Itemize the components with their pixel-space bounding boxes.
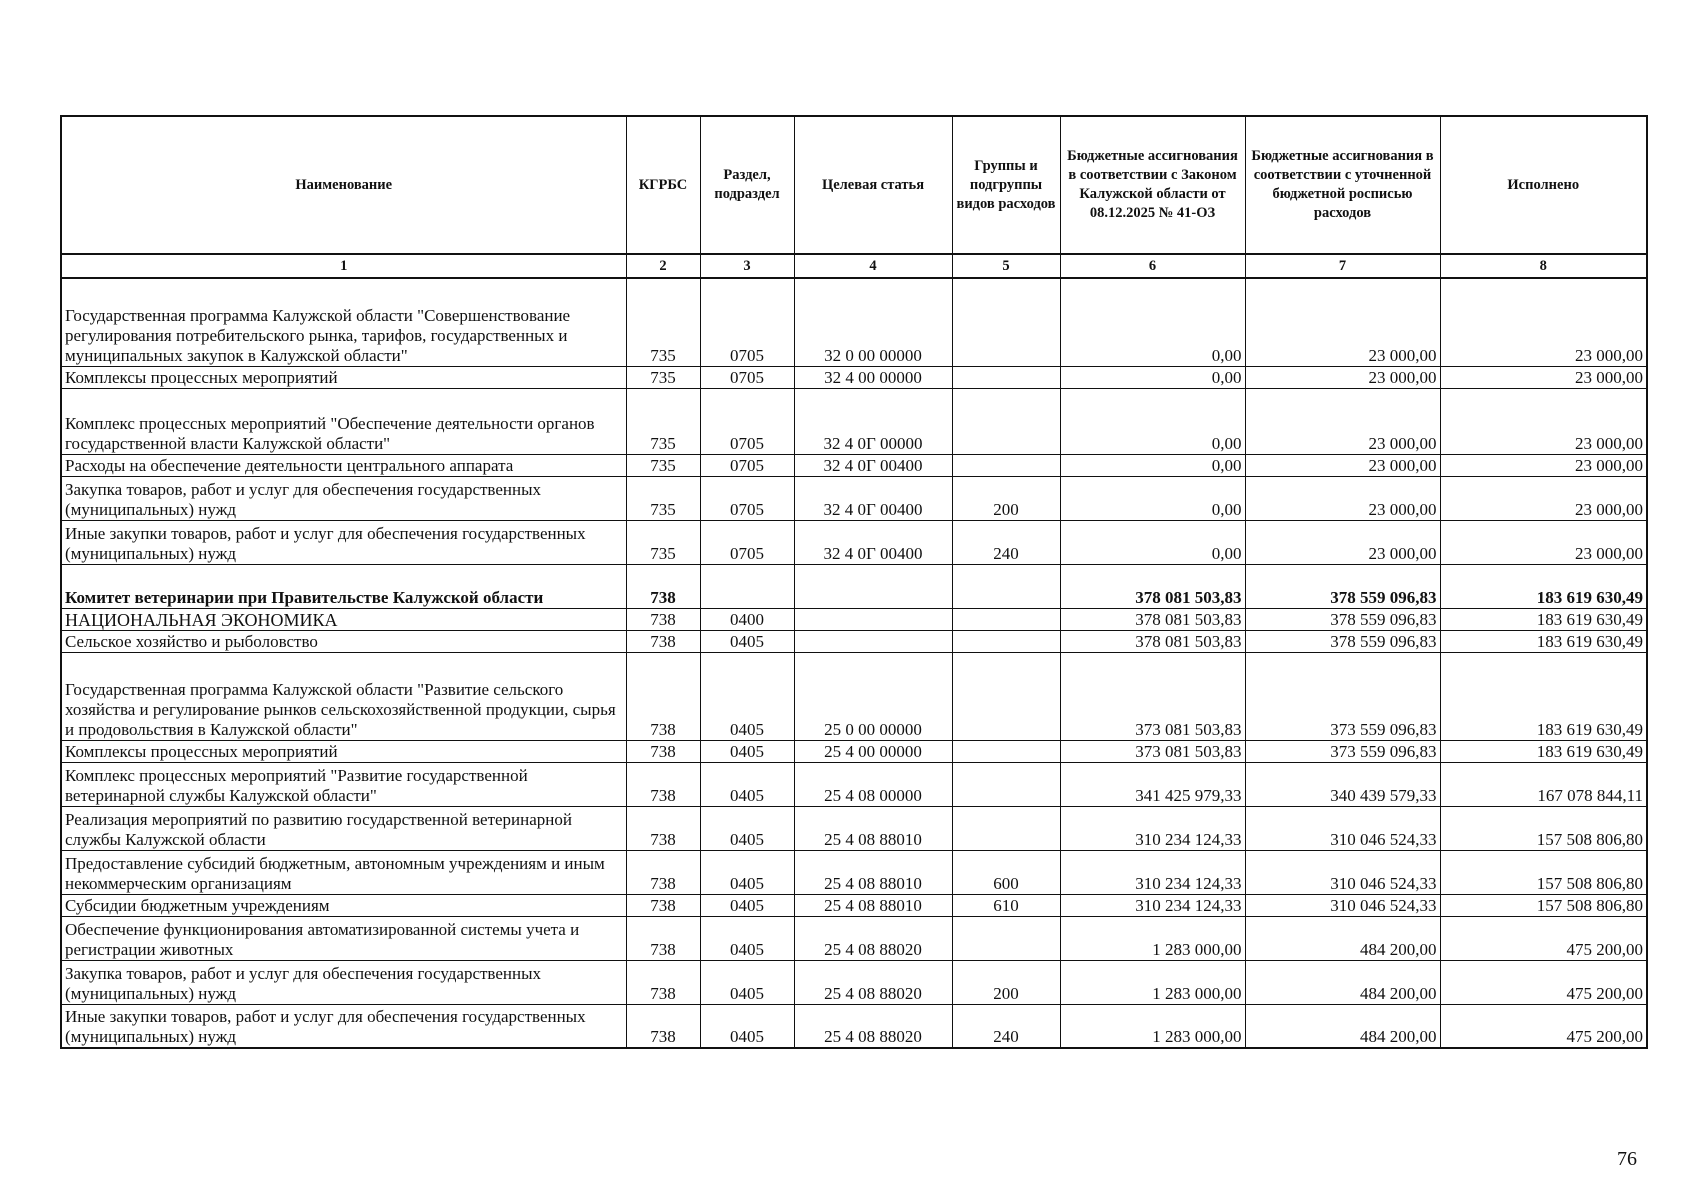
cell-refined-allocation: 310 046 524,33 <box>1245 850 1440 894</box>
table-row <box>61 278 1647 366</box>
cell-refined-allocation: 23 000,00 <box>1245 520 1440 564</box>
cell-refined-allocation: 378 559 096,83 <box>1245 564 1440 608</box>
cell-target: 32 0 00 00000 <box>794 278 952 366</box>
cell-section: 0405 <box>700 630 794 652</box>
cell-section <box>700 564 794 608</box>
cell-target: 32 4 0Г 00400 <box>794 454 952 476</box>
column-number: 8 <box>1440 254 1647 278</box>
cell-law-allocation: 0,00 <box>1060 388 1245 454</box>
cell-target <box>794 608 952 630</box>
cell-section: 0705 <box>700 278 794 366</box>
cell-section: 0405 <box>700 806 794 850</box>
cell-name: Иные закупки товаров, работ и услуг для обеспечения государственных (муниципальных) нужд <box>61 1004 626 1048</box>
column-number: 1 <box>61 254 626 278</box>
cell-name: Комплексы процессных мероприятий <box>61 366 626 388</box>
cell-section: 0705 <box>700 454 794 476</box>
cell-refined-allocation: 23 000,00 <box>1245 454 1440 476</box>
table-row <box>61 894 1647 916</box>
page-number: 76 <box>1617 1148 1637 1170</box>
cell-name: Закупка товаров, работ и услуг для обеспечения государственных (муниципальных) нужд <box>61 960 626 1004</box>
cell-kgrbs: 738 <box>626 806 700 850</box>
cell-kgrbs: 738 <box>626 762 700 806</box>
cell-refined-allocation: 373 559 096,83 <box>1245 740 1440 762</box>
cell-section: 0405 <box>700 850 794 894</box>
cell-law-allocation: 310 234 124,33 <box>1060 894 1245 916</box>
table-row <box>61 806 1647 850</box>
cell-group <box>952 740 1060 762</box>
cell-executed: 183 619 630,49 <box>1440 652 1647 740</box>
table-row <box>61 366 1647 388</box>
table-row <box>61 740 1647 762</box>
header-kgrbs: КГРБС <box>626 116 700 254</box>
table-row <box>61 454 1647 476</box>
table-row <box>61 520 1647 564</box>
cell-target: 25 4 08 00000 <box>794 762 952 806</box>
cell-refined-allocation: 340 439 579,33 <box>1245 762 1440 806</box>
cell-executed: 183 619 630,49 <box>1440 564 1647 608</box>
header-target: Целевая статья <box>794 116 952 254</box>
column-number: 5 <box>952 254 1060 278</box>
cell-kgrbs: 738 <box>626 564 700 608</box>
cell-executed: 183 619 630,49 <box>1440 630 1647 652</box>
cell-law-allocation: 378 081 503,83 <box>1060 564 1245 608</box>
cell-group: 600 <box>952 850 1060 894</box>
cell-section: 0400 <box>700 608 794 630</box>
cell-target: 25 4 08 88020 <box>794 1004 952 1048</box>
cell-name: Комплексы процессных мероприятий <box>61 740 626 762</box>
cell-group <box>952 366 1060 388</box>
cell-refined-allocation: 378 559 096,83 <box>1245 608 1440 630</box>
cell-group <box>952 608 1060 630</box>
cell-law-allocation: 0,00 <box>1060 366 1245 388</box>
cell-refined-allocation: 23 000,00 <box>1245 278 1440 366</box>
cell-target: 25 4 08 88020 <box>794 916 952 960</box>
column-number: 7 <box>1245 254 1440 278</box>
cell-section: 0705 <box>700 520 794 564</box>
cell-group: 200 <box>952 476 1060 520</box>
cell-kgrbs: 738 <box>626 740 700 762</box>
cell-target: 32 4 00 00000 <box>794 366 952 388</box>
table-row <box>61 388 1647 454</box>
cell-kgrbs: 735 <box>626 520 700 564</box>
cell-executed: 23 000,00 <box>1440 366 1647 388</box>
cell-law-allocation: 378 081 503,83 <box>1060 630 1245 652</box>
cell-kgrbs: 735 <box>626 454 700 476</box>
cell-kgrbs: 738 <box>626 916 700 960</box>
table-row <box>61 652 1647 740</box>
cell-target <box>794 564 952 608</box>
cell-executed: 167 078 844,11 <box>1440 762 1647 806</box>
cell-name: Комитет ветеринарии при Правительстве Калужской области <box>61 564 626 608</box>
cell-group: 240 <box>952 1004 1060 1048</box>
cell-target: 25 4 08 88010 <box>794 894 952 916</box>
cell-kgrbs: 738 <box>626 1004 700 1048</box>
table-row <box>61 564 1647 608</box>
cell-group <box>952 388 1060 454</box>
cell-name: Государственная программа Калужской области "Развитие сельского хозяйства и регулирование рынков сельскохозяйственной продукции, сырья и продовольствия в Калужской области" <box>61 652 626 740</box>
cell-kgrbs: 738 <box>626 894 700 916</box>
cell-law-allocation: 310 234 124,33 <box>1060 806 1245 850</box>
cell-refined-allocation: 23 000,00 <box>1245 366 1440 388</box>
cell-target: 25 4 00 00000 <box>794 740 952 762</box>
cell-executed: 183 619 630,49 <box>1440 608 1647 630</box>
cell-target: 32 4 0Г 00000 <box>794 388 952 454</box>
cell-target <box>794 630 952 652</box>
cell-section: 0405 <box>700 740 794 762</box>
cell-name: Сельское хозяйство и рыболовство <box>61 630 626 652</box>
cell-group <box>952 806 1060 850</box>
table-header-row <box>61 116 1647 254</box>
cell-refined-allocation: 484 200,00 <box>1245 960 1440 1004</box>
cell-name: Расходы на обеспечение деятельности центрального аппарата <box>61 454 626 476</box>
cell-group <box>952 564 1060 608</box>
cell-kgrbs: 735 <box>626 388 700 454</box>
cell-law-allocation: 378 081 503,83 <box>1060 608 1245 630</box>
cell-executed: 475 200,00 <box>1440 960 1647 1004</box>
cell-executed: 23 000,00 <box>1440 278 1647 366</box>
column-number: 4 <box>794 254 952 278</box>
cell-group: 240 <box>952 520 1060 564</box>
cell-name: Субсидии бюджетным учреждениям <box>61 894 626 916</box>
cell-law-allocation: 341 425 979,33 <box>1060 762 1245 806</box>
column-number: 6 <box>1060 254 1245 278</box>
cell-section: 0405 <box>700 960 794 1004</box>
cell-target: 32 4 0Г 00400 <box>794 520 952 564</box>
cell-section: 0705 <box>700 476 794 520</box>
cell-refined-allocation: 378 559 096,83 <box>1245 630 1440 652</box>
header-law-allocations: Бюджетные ассигнования в соответствии с Законом Калужской области от 08.12.2025 № 41-ОЗ <box>1060 116 1245 254</box>
table-row <box>61 960 1647 1004</box>
cell-refined-allocation: 373 559 096,83 <box>1245 652 1440 740</box>
table-row <box>61 630 1647 652</box>
cell-section: 0405 <box>700 894 794 916</box>
cell-executed: 157 508 806,80 <box>1440 806 1647 850</box>
cell-executed: 23 000,00 <box>1440 454 1647 476</box>
header-refined-allocations: Бюджетные ассигнования в соответствии с уточненной бюджетной росписью расходов <box>1245 116 1440 254</box>
header-name: Наименование <box>61 116 626 254</box>
table-row <box>61 1004 1647 1048</box>
cell-name: Комплекс процессных мероприятий "Развитие государственной ветеринарной службы Калужской области" <box>61 762 626 806</box>
cell-section: 0705 <box>700 388 794 454</box>
cell-law-allocation: 0,00 <box>1060 520 1245 564</box>
column-number: 3 <box>700 254 794 278</box>
cell-target: 25 4 08 88020 <box>794 960 952 1004</box>
cell-kgrbs: 738 <box>626 960 700 1004</box>
cell-target: 25 4 08 88010 <box>794 850 952 894</box>
cell-group <box>952 762 1060 806</box>
cell-executed: 475 200,00 <box>1440 1004 1647 1048</box>
cell-name: Обеспечение функционирования автоматизированной системы учета и регистрации животных <box>61 916 626 960</box>
cell-law-allocation: 373 081 503,83 <box>1060 652 1245 740</box>
cell-kgrbs: 738 <box>626 608 700 630</box>
cell-target: 25 4 08 88010 <box>794 806 952 850</box>
cell-law-allocation: 373 081 503,83 <box>1060 740 1245 762</box>
cell-section: 0705 <box>700 366 794 388</box>
header-groups: Группы и подгруппы видов расходов <box>952 116 1060 254</box>
cell-kgrbs: 735 <box>626 366 700 388</box>
cell-group <box>952 454 1060 476</box>
table-row <box>61 476 1647 520</box>
cell-section: 0405 <box>700 1004 794 1048</box>
cell-refined-allocation: 23 000,00 <box>1245 476 1440 520</box>
cell-executed: 157 508 806,80 <box>1440 894 1647 916</box>
cell-law-allocation: 1 283 000,00 <box>1060 960 1245 1004</box>
cell-section: 0405 <box>700 652 794 740</box>
cell-kgrbs: 735 <box>626 278 700 366</box>
cell-section: 0405 <box>700 916 794 960</box>
cell-law-allocation: 310 234 124,33 <box>1060 850 1245 894</box>
table-row <box>61 762 1647 806</box>
cell-name: Предоставление субсидий бюджетным, автономным учреждениям и иным некоммерческим организациям <box>61 850 626 894</box>
cell-target: 32 4 0Г 00400 <box>794 476 952 520</box>
cell-kgrbs: 735 <box>626 476 700 520</box>
cell-group <box>952 278 1060 366</box>
column-number: 2 <box>626 254 700 278</box>
column-number-row <box>61 254 1647 278</box>
table-row <box>61 608 1647 630</box>
cell-group: 610 <box>952 894 1060 916</box>
cell-group <box>952 652 1060 740</box>
cell-name: Иные закупки товаров, работ и услуг для обеспечения государственных (муниципальных) нужд <box>61 520 626 564</box>
cell-group <box>952 630 1060 652</box>
header-executed: Исполнено <box>1440 116 1647 254</box>
cell-law-allocation: 1 283 000,00 <box>1060 916 1245 960</box>
cell-target: 25 0 00 00000 <box>794 652 952 740</box>
cell-law-allocation: 0,00 <box>1060 476 1245 520</box>
table-row <box>61 850 1647 894</box>
cell-executed: 157 508 806,80 <box>1440 850 1647 894</box>
cell-refined-allocation: 310 046 524,33 <box>1245 894 1440 916</box>
cell-refined-allocation: 310 046 524,33 <box>1245 806 1440 850</box>
cell-refined-allocation: 23 000,00 <box>1245 388 1440 454</box>
cell-executed: 183 619 630,49 <box>1440 740 1647 762</box>
budget-table <box>60 115 1648 1049</box>
cell-group <box>952 916 1060 960</box>
table-body <box>61 278 1647 1048</box>
cell-refined-allocation: 484 200,00 <box>1245 916 1440 960</box>
cell-kgrbs: 738 <box>626 850 700 894</box>
cell-executed: 475 200,00 <box>1440 916 1647 960</box>
cell-name: НАЦИОНАЛЬНАЯ ЭКОНОМИКА <box>61 608 626 630</box>
cell-executed: 23 000,00 <box>1440 520 1647 564</box>
table-row <box>61 916 1647 960</box>
cell-kgrbs: 738 <box>626 630 700 652</box>
cell-name: Реализация мероприятий по развитию государственной ветеринарной службы Калужской области <box>61 806 626 850</box>
cell-name: Закупка товаров, работ и услуг для обеспечения государственных (муниципальных) нужд <box>61 476 626 520</box>
cell-law-allocation: 0,00 <box>1060 278 1245 366</box>
cell-refined-allocation: 484 200,00 <box>1245 1004 1440 1048</box>
cell-group: 200 <box>952 960 1060 1004</box>
cell-section: 0405 <box>700 762 794 806</box>
cell-kgrbs: 738 <box>626 652 700 740</box>
cell-name: Комплекс процессных мероприятий "Обеспечение деятельности органов государственной власти Калужской области" <box>61 388 626 454</box>
cell-law-allocation: 0,00 <box>1060 454 1245 476</box>
cell-law-allocation: 1 283 000,00 <box>1060 1004 1245 1048</box>
cell-executed: 23 000,00 <box>1440 388 1647 454</box>
cell-name: Государственная программа Калужской области "Совершенствование регулирования потребительского рынка, тарифов, государственных и муниципальных закупок в Калужской области" <box>61 278 626 366</box>
header-section: Раздел, подраздел <box>700 116 794 254</box>
cell-executed: 23 000,00 <box>1440 476 1647 520</box>
